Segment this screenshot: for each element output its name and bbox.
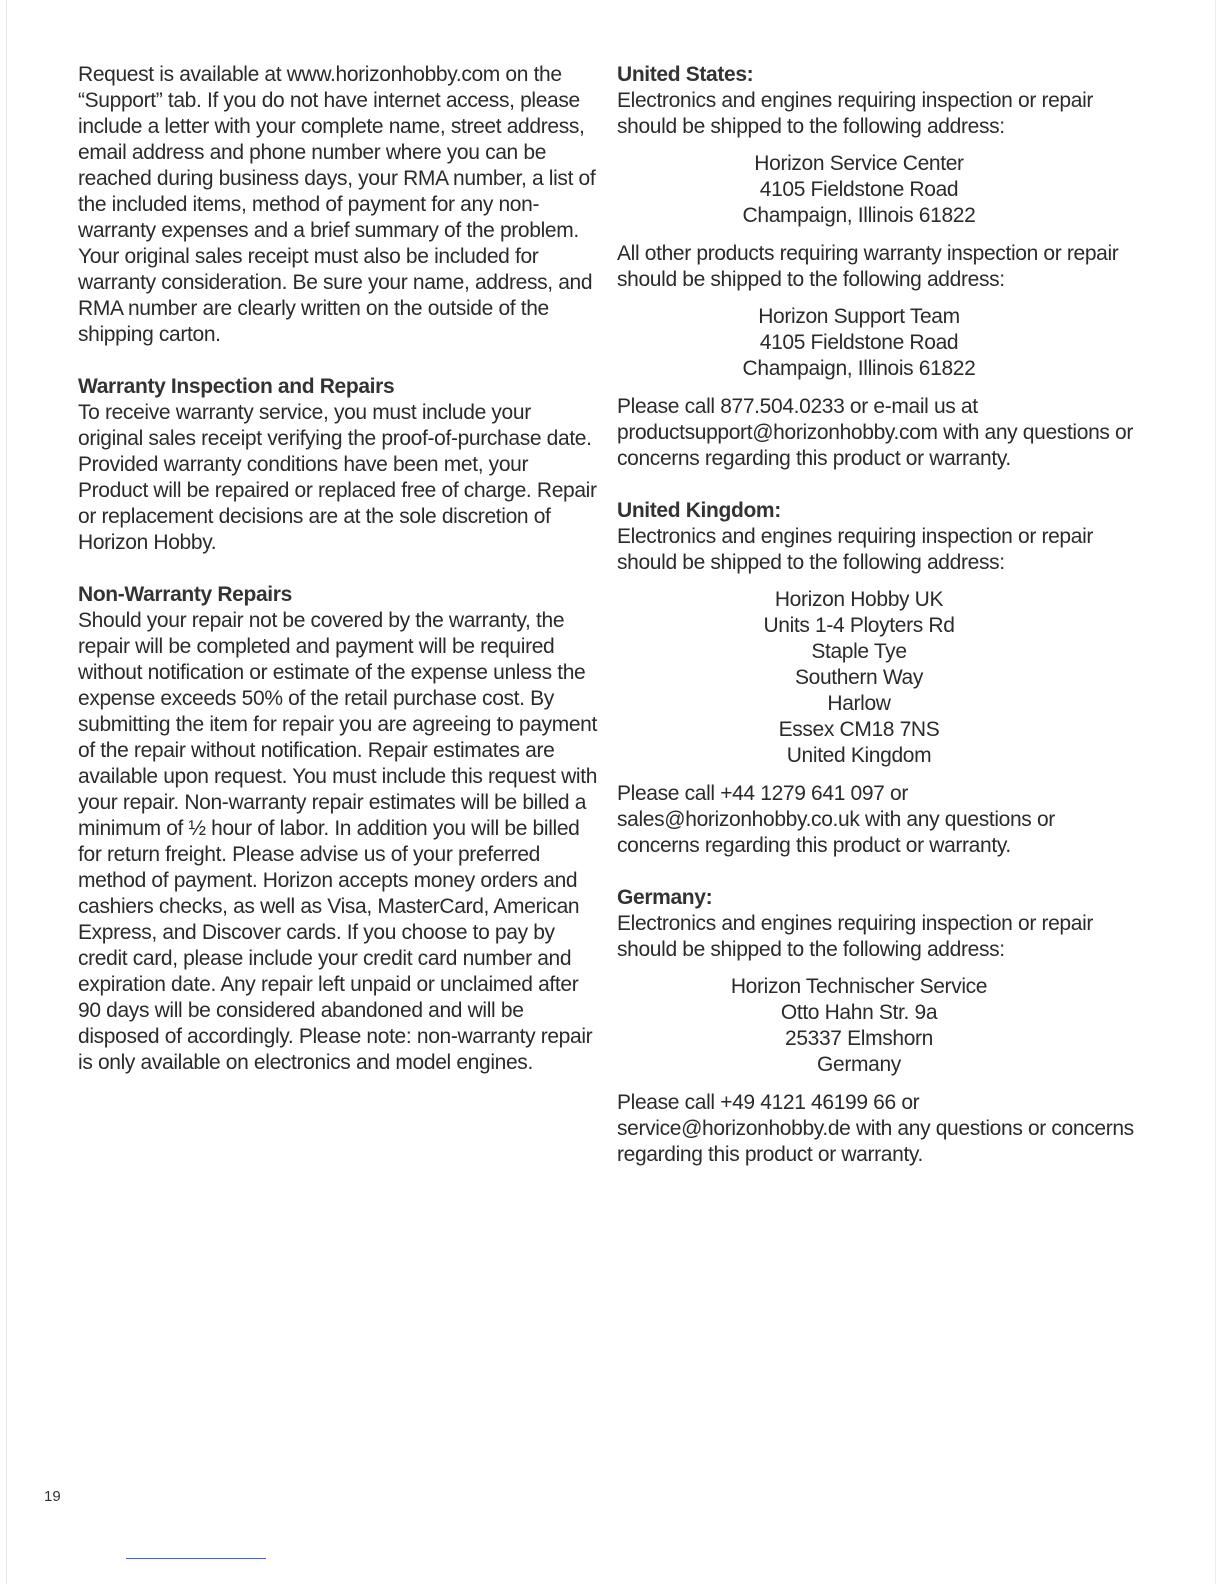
- address-line: Champaign, Illinois 61822: [742, 357, 976, 380]
- address-line: Champaign, Illinois 61822: [742, 204, 976, 227]
- address-line: 4105 Fieldstone Road: [759, 331, 959, 354]
- germany-section: [617, 885, 1137, 1168]
- non-warranty-heading: Non-Warranty Repairs: [78, 583, 292, 606]
- us-section: [617, 62, 1137, 472]
- germany-electronics-text: Electronics and engines requiring inspection or repair should be shipped to the following address:: [617, 912, 1094, 961]
- address-line: Germany: [817, 1053, 901, 1076]
- address-line: Horizon Service Center: [754, 152, 964, 175]
- us-other-products-text: All other products requiring warranty inspection or repair should be shipped to the following address:: [617, 242, 1119, 291]
- address-line: Units 1-4 Ployters Rd: [763, 614, 955, 637]
- right-column: [617, 62, 1137, 1194]
- germany-heading: Germany:: [617, 886, 713, 909]
- uk-section: [617, 498, 1137, 859]
- address-line: Horizon Support Team: [758, 305, 960, 328]
- us-heading: United States:: [617, 63, 754, 86]
- address-line: Otto Hahn Str. 9a: [780, 1001, 938, 1024]
- address-line: Horizon Technischer Service: [730, 975, 988, 998]
- left-column: [78, 62, 598, 1102]
- non-warranty-paragraph: Should your repair not be covered by the warranty, the repair will be completed and payment will be required without notification or estimate of the expense unless the expense exceeds 50% of the retail purchase cost. By submitting the item for repair you are agreeing to payment of the repair without notification. Repair estimates are available upon request. You must include this request with your repair. Non-warranty repair estimates will be billed a minimum of ½ hour of labor. In addition you will be billed for return freight. Please advise us of your preferred method of payment. Horizon accepts money orders and cashiers checks, as well as Visa, MasterCard, American Express, and Discover cards. If you choose to pay by credit card, please include your credit card number and expiration date. Any repair left unpaid or unclaimed after 90 days will be considered abandoned and will be disposed of accordingly. Please note: non-warranty repair is only available on electronics and model engines.: [78, 609, 598, 1074]
- germany-contact-text: Please call +49 4121 46199 66 or service@horizonhobby.de with any questions or concerns regarding this product or warranty.: [617, 1091, 1134, 1166]
- rma-request-paragraph: Request is available at www.horizonhobby.com on the “Support” tab. If you do not have internet access, please include a letter with your complete name, street address, email address and phone number where you can be reached during business days, your RMA number, a list of the included items, method of payment for any non-warranty expenses and a brief summary of the problem. Your original sales receipt must also be included for warranty consideration. Be sure your name, address, and RMA number are clearly written on the outside of the shipping carton.: [78, 63, 596, 346]
- germany-address: [617, 974, 1137, 1078]
- address-line: Southern Way: [794, 666, 924, 689]
- page-edge-left: [6, 0, 7, 1584]
- us-electronics-text: Electronics and engines requiring inspection or repair should be shipped to the following address:: [617, 89, 1094, 138]
- address-line: 25337 Elmshorn: [784, 1027, 934, 1050]
- us-service-address: [617, 151, 1137, 229]
- warranty-inspection-paragraph: To receive warranty service, you must include your original sales receipt verifying the proof-of-purchase date. Provided warranty conditions have been met, your Product will be repaired or replaced free of charge. Repair or replacement decisions are at the sole discretion of Horizon Hobby.: [78, 401, 597, 554]
- address-line: Staple Tye: [811, 640, 907, 663]
- address-line: Horizon Hobby UK: [774, 588, 944, 611]
- uk-contact-text: Please call +44 1279 641 097 or sales@horizonhobby.co.uk with any questions or concerns regarding this product or warranty.: [617, 782, 1055, 857]
- address-line: Harlow: [827, 692, 891, 715]
- page-number: 19: [44, 1488, 61, 1505]
- uk-electronics-text: Electronics and engines requiring inspection or repair should be shipped to the following address:: [617, 525, 1094, 574]
- uk-address: [617, 587, 1137, 769]
- address-line: Essex CM18 7NS: [778, 718, 940, 741]
- us-contact-text: Please call 877.504.0233 or e-mail us at productsupport@horizonhobby.com with any questions or concerns regarding this product or warranty.: [617, 395, 1134, 470]
- uk-heading: United Kingdom:: [617, 499, 781, 522]
- us-support-address: [617, 304, 1137, 382]
- page-edge-right: [1215, 0, 1216, 1584]
- address-line: United Kingdom: [786, 744, 932, 767]
- address-line: 4105 Fieldstone Road: [759, 178, 959, 201]
- footer-rule: [126, 1558, 266, 1559]
- warranty-inspection-heading: Warranty Inspection and Repairs: [78, 375, 395, 398]
